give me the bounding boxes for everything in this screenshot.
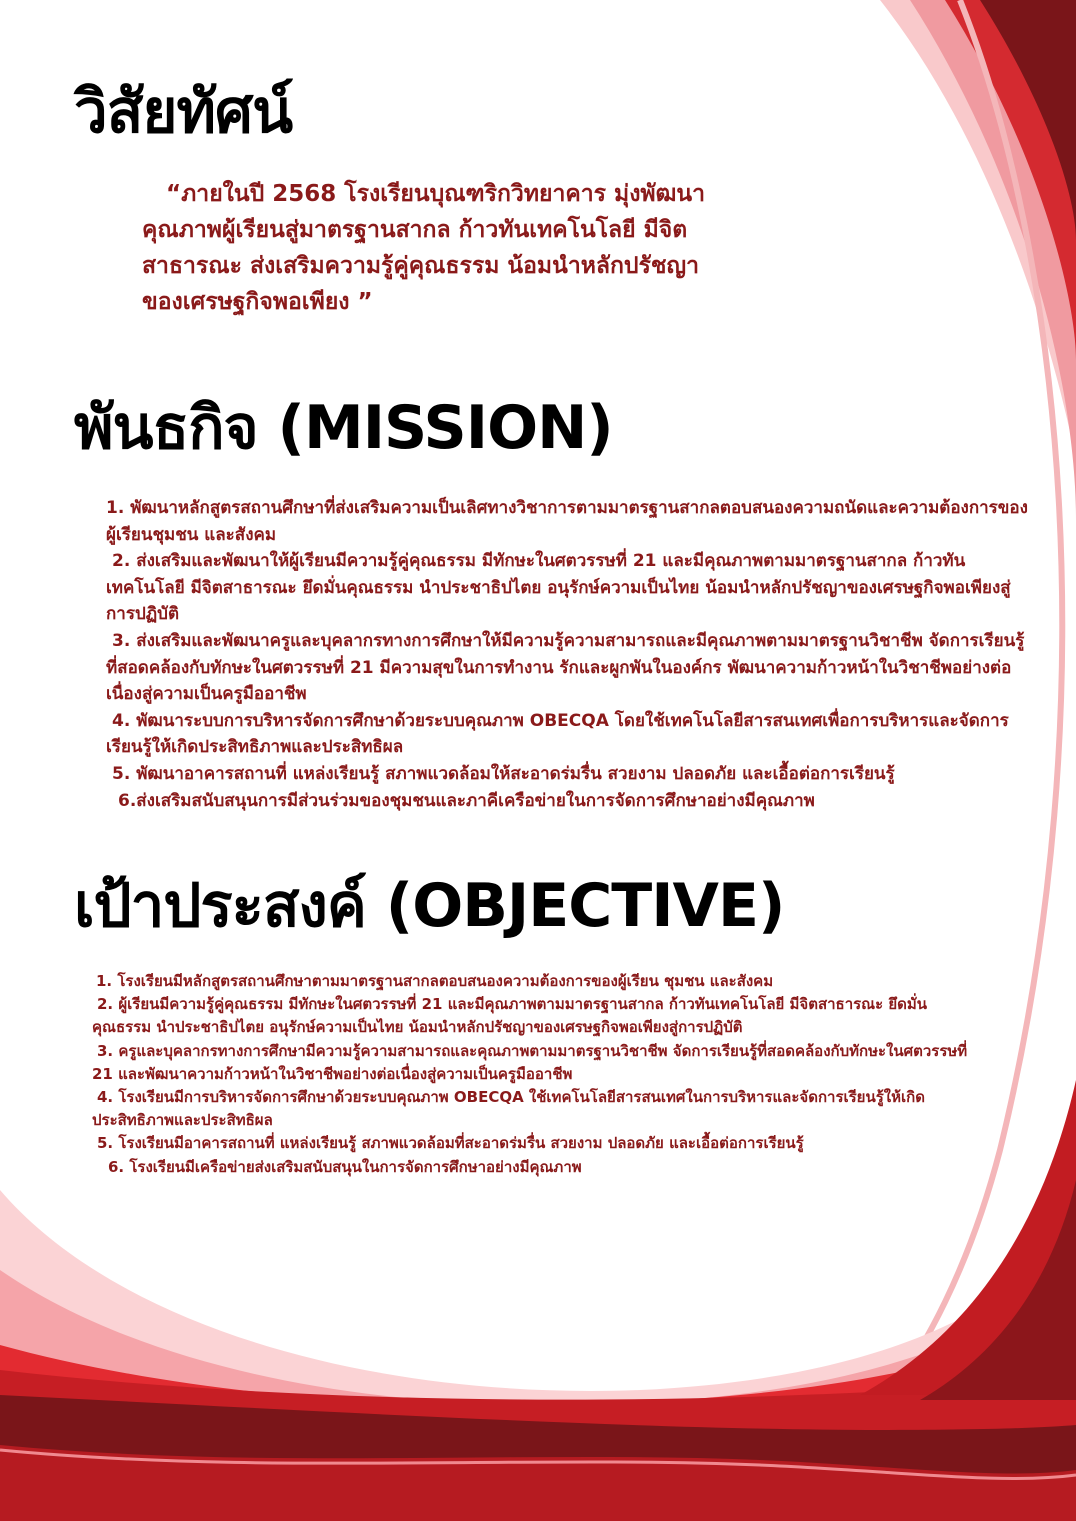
mission-item: 2. ส่งเสริมและพัฒนาให้ผู้เรียนมีความรู้คู่คุณธรรม มีทักษะในศตวรรษที่ 21 และมีคุณภาพตามมาตรฐานสากล ก้าวทันเทคโนโลยี มีจิตสาธารณะ ยึดมั่นคุณธรรม นำประชาธิปไตย อนุรักษ์ความเป็นไทย น้อมนำหลักปรัชญาของเศรษฐกิจพอเพียงสู่การปฏิบัติ: [106, 551, 1011, 625]
objective-title: เป้าประสงค์ (OBJECTIVE): [74, 871, 785, 941]
mission-list: [106, 495, 1031, 814]
objective-item: 4. โรงเรียนมีการบริหารจัดการศึกษาด้วยระบบคุณภาพ OBECQA ใช้เทคโนโลยีสารสนเทศในการบริหารและจัดการเรียนรู้ให้เกิดประสิทธิภาพและประสิทธิผล: [92, 1088, 925, 1130]
objective-item: 2. ผู้เรียนมีความรู้คู่คุณธรรม มีทักษะในศตวรรษที่ 21 และมีคุณภาพตามมาตรฐานสากล ก้าวทันเทคโนโลยี มีจิตสาธารณะ ยึดมั่นคุณธรรม นำประชาธิปไตย อนุรักษ์ความเป็นไทย น้อมนำหลักปรัชญาของเศรษฐกิจพอเพียงสู่การปฏิบัติ: [92, 995, 928, 1037]
objective-list: [92, 970, 972, 1179]
mission-item: 3. ส่งเสริมและพัฒนาครูและบุคลากรทางการศึกษาให้มีความรู้ความสามารถและมีคุณภาพตามมาตรฐานวิชาชีพ จัดการเรียนรู้ที่สอดคล้องกับทักษะในศตวรรษที่ 21 มีความสุขในการทำงาน รักและผูกพันในองค์กร พัฒนาความก้าวหน้าในวิชาชีพอย่างต่อเนื่องสู่ความเป็นครูมืออาชีพ: [106, 630, 1025, 705]
objective-item: 1. โรงเรียนมีหลักสูตรสถานศึกษาตามมาตรฐานสากลตอบสนองความต้องการของผู้เรียน ชุมชน และสังคม: [96, 972, 774, 990]
vision-statement: [142, 176, 832, 320]
objective-item: 6. โรงเรียนมีเครือข่ายส่งเสริมสนับสนุนในการจัดการศึกษาอย่างมีคุณภาพ: [108, 1157, 582, 1176]
vision-title: วิสัยทัศน์: [74, 77, 293, 147]
vision-line: คุณภาพผู้เรียนสู่มาตรฐานสากล ก้าวทันเทคโนโลยี มีจิต: [142, 217, 688, 243]
vision-line: “ภายในปี 2568 โรงเรียนบุณฑริกวิทยาคาร มุ่งพัฒนา: [166, 181, 706, 207]
vision-line: สาธารณะ ส่งเสริมความรู้คู่คุณธรรม น้อมนำหลักปรัชญา: [142, 253, 699, 279]
objective-item: 5. โรงเรียนมีอาคารสถานที่ แหล่งเรียนรู้ สภาพแวดล้อมที่สะอาดร่มรื่น สวยงาม ปลอดภัย และเอื้อต่อการเรียนรู้: [97, 1134, 804, 1153]
mission-item: 5. พัฒนาอาคารสถานที่ แหล่งเรียนรู้ สภาพแวดล้อมให้สะอาดร่มรื่น สวยงาม ปลอดภัย และเอื้อต่อการเรียนรู้: [112, 763, 895, 784]
mission-item: 1. พัฒนาหลักสูตรสถานศึกษาที่ส่งเสริมความเป็นเลิศทางวิชาการตามมาตรฐานสากลตอบสนองความถนัดและความต้องการของผู้เรียนชุมชน และสังคม: [106, 498, 1028, 545]
mission-title: พันธกิจ (MISSION): [74, 393, 613, 463]
mission-item: 4. พัฒนาระบบการบริหารจัดการศึกษาด้วยระบบคุณภาพ OBECQA โดยใช้เทคโนโลยีสารสนเทศเพื่อการบริหารและจัดการเรียนรู้ให้เกิดประสิทธิภาพและประสิทธิผล: [106, 710, 1009, 758]
vision-line: ของเศรษฐกิจพอเพียง ”: [142, 289, 373, 315]
objective-item: 3. ครูและบุคลากรทางการศึกษามีความรู้ความสามารถและคุณภาพตามมาตรฐานวิชาชีพ จัดการเรียนรู้ที่สอดคล้องกับทักษะในศตวรรษที่ 21 และพัฒนาความก้าวหน้าในวิชาชีพอย่างต่อเนื่องสู่ความเป็นครูมืออาชีพ: [92, 1041, 968, 1083]
mission-item: 6.ส่งเสริมสนับสนุนการมีส่วนร่วมของชุมชนและภาคีเครือข่ายในการจัดการศึกษาอย่างมีคุณภาพ: [118, 790, 815, 811]
